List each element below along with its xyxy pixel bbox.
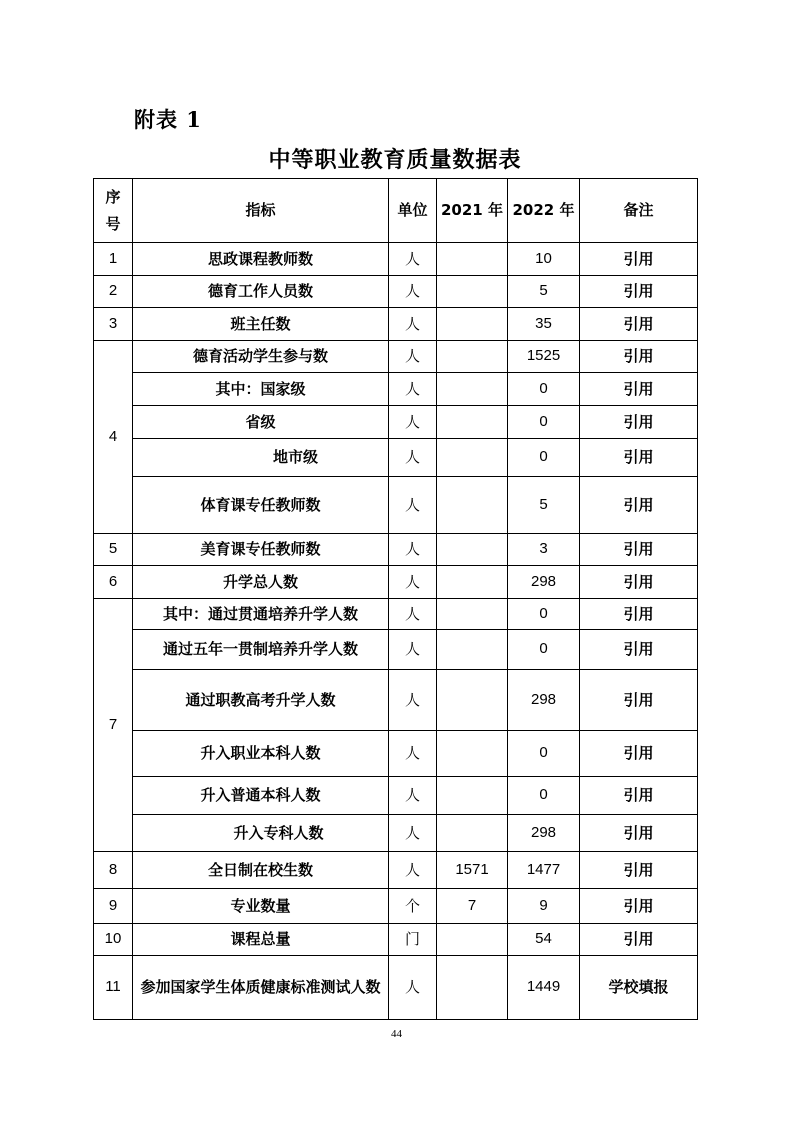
- seq-cell: 7: [94, 599, 133, 852]
- value-2021-cell: [437, 924, 508, 956]
- value-2021-cell: [437, 534, 508, 566]
- table-header-row: [94, 179, 698, 243]
- remark-cell: 引用: [580, 308, 698, 341]
- header-2022: 2022 年: [508, 179, 580, 243]
- value-2021-cell: 1571: [437, 852, 508, 889]
- unit-cell: 人: [389, 852, 437, 889]
- remark-cell: 引用: [580, 815, 698, 852]
- table-row: [94, 566, 698, 599]
- remark-cell: 引用: [580, 630, 698, 670]
- unit-cell: 人: [389, 731, 437, 777]
- indicator-cell: 参加国家学生体质健康标准测试人数: [133, 956, 389, 1020]
- header-remark: 备注: [580, 179, 698, 243]
- indicator-cell: 地市级: [133, 439, 389, 477]
- value-2021-cell: [437, 956, 508, 1020]
- indicator-cell: 升入职业本科人数: [133, 731, 389, 777]
- unit-cell: 人: [389, 534, 437, 566]
- table-row: [94, 341, 698, 373]
- seq-cell: 3: [94, 308, 133, 341]
- unit-cell: 人: [389, 308, 437, 341]
- value-2021-cell: [437, 670, 508, 731]
- indicator-cell: 班主任数: [133, 308, 389, 341]
- indicator-cell: 通过职教高考升学人数: [133, 670, 389, 731]
- indicator-cell: 升学总人数: [133, 566, 389, 599]
- remark-cell: 引用: [580, 889, 698, 924]
- unit-cell: 人: [389, 276, 437, 308]
- table-row: [94, 308, 698, 341]
- value-2022-cell: 10: [508, 243, 580, 276]
- indicator-cell: 通过五年一贯制培养升学人数: [133, 630, 389, 670]
- table-row: [94, 477, 698, 534]
- unit-cell: 人: [389, 439, 437, 477]
- table-row: [94, 956, 698, 1020]
- table-row: [94, 670, 698, 731]
- value-2021-cell: [437, 477, 508, 534]
- value-2022-cell: 3: [508, 534, 580, 566]
- seq-cell: 1: [94, 243, 133, 276]
- table-row: [94, 815, 698, 852]
- seq-cell: 2: [94, 276, 133, 308]
- unit-cell: 人: [389, 243, 437, 276]
- remark-cell: 引用: [580, 534, 698, 566]
- indicator-cell: 升入普通本科人数: [133, 777, 389, 815]
- indicator-cell: 升入专科人数: [133, 815, 389, 852]
- value-2021-cell: [437, 308, 508, 341]
- value-2022-cell: 5: [508, 477, 580, 534]
- value-2021-cell: [437, 777, 508, 815]
- header-unit: 单位: [389, 179, 437, 243]
- table-row: [94, 924, 698, 956]
- remark-cell: 引用: [580, 439, 698, 477]
- value-2021-cell: [437, 566, 508, 599]
- remark-cell: 引用: [580, 566, 698, 599]
- unit-cell: 人: [389, 341, 437, 373]
- value-2021-cell: [437, 341, 508, 373]
- remark-cell: 引用: [580, 341, 698, 373]
- seq-cell: 9: [94, 889, 133, 924]
- table-row: [94, 889, 698, 924]
- table-row: [94, 406, 698, 439]
- unit-cell: 人: [389, 815, 437, 852]
- value-2022-cell: 298: [508, 566, 580, 599]
- indicator-cell: 其中：通过贯通培养升学人数: [133, 599, 389, 630]
- remark-cell: 引用: [580, 406, 698, 439]
- value-2022-cell: 1477: [508, 852, 580, 889]
- indicator-cell: 德育活动学生参与数: [133, 341, 389, 373]
- seq-cell: 10: [94, 924, 133, 956]
- value-2021-cell: [437, 276, 508, 308]
- value-2021-cell: [437, 815, 508, 852]
- indicator-cell: 体育课专任教师数: [133, 477, 389, 534]
- table-row: [94, 276, 698, 308]
- indicator-cell: 全日制在校生数: [133, 852, 389, 889]
- value-2022-cell: 0: [508, 630, 580, 670]
- value-2021-cell: [437, 439, 508, 477]
- remark-cell: 引用: [580, 924, 698, 956]
- remark-cell: 引用: [580, 477, 698, 534]
- seq-cell: 6: [94, 566, 133, 599]
- table-row: [94, 731, 698, 777]
- appendix-label: 附表 1: [134, 107, 202, 132]
- unit-cell: 人: [389, 670, 437, 731]
- table-row: [94, 243, 698, 276]
- indicator-cell: 省级: [133, 406, 389, 439]
- remark-cell: 引用: [580, 243, 698, 276]
- table-row: [94, 534, 698, 566]
- value-2022-cell: 1525: [508, 341, 580, 373]
- remark-cell: 引用: [580, 599, 698, 630]
- unit-cell: 人: [389, 630, 437, 670]
- value-2022-cell: 298: [508, 815, 580, 852]
- table-row: [94, 777, 698, 815]
- value-2022-cell: 5: [508, 276, 580, 308]
- table-row: [94, 630, 698, 670]
- unit-cell: 人: [389, 777, 437, 815]
- header-2021: 2021 年: [437, 179, 508, 243]
- value-2022-cell: 0: [508, 439, 580, 477]
- value-2021-cell: [437, 599, 508, 630]
- indicator-cell: 思政课程教师数: [133, 243, 389, 276]
- remark-cell: 引用: [580, 276, 698, 308]
- indicator-cell: 德育工作人员数: [133, 276, 389, 308]
- value-2021-cell: [437, 373, 508, 406]
- header-seq: 序 号: [94, 179, 133, 243]
- value-2022-cell: 35: [508, 308, 580, 341]
- unit-cell: 人: [389, 406, 437, 439]
- value-2022-cell: 1449: [508, 956, 580, 1020]
- remark-cell: 引用: [580, 852, 698, 889]
- value-2021-cell: [437, 406, 508, 439]
- table-row: [94, 852, 698, 889]
- value-2021-cell: [437, 630, 508, 670]
- remark-cell: 引用: [580, 373, 698, 406]
- quality-data-table: [93, 178, 698, 1020]
- indicator-cell: 专业数量: [133, 889, 389, 924]
- value-2022-cell: 298: [508, 670, 580, 731]
- unit-cell: 人: [389, 566, 437, 599]
- unit-cell: 人: [389, 599, 437, 630]
- unit-cell: 门: [389, 924, 437, 956]
- indicator-cell: 美育课专任教师数: [133, 534, 389, 566]
- seq-cell: 5: [94, 534, 133, 566]
- indicator-cell: 其中：国家级: [133, 373, 389, 406]
- value-2022-cell: 9: [508, 889, 580, 924]
- table-row: [94, 599, 698, 630]
- value-2022-cell: 0: [508, 406, 580, 439]
- value-2021-cell: 7: [437, 889, 508, 924]
- table-row: [94, 373, 698, 406]
- value-2021-cell: [437, 731, 508, 777]
- table-row: [94, 439, 698, 477]
- indicator-cell: 课程总量: [133, 924, 389, 956]
- unit-cell: 人: [389, 373, 437, 406]
- unit-cell: 个: [389, 889, 437, 924]
- remark-cell: 引用: [580, 777, 698, 815]
- value-2021-cell: [437, 243, 508, 276]
- header-indicator: 指标: [133, 179, 389, 243]
- seq-cell: 8: [94, 852, 133, 889]
- value-2022-cell: 0: [508, 777, 580, 815]
- value-2022-cell: 0: [508, 373, 580, 406]
- value-2022-cell: 54: [508, 924, 580, 956]
- seq-cell: 11: [94, 956, 133, 1020]
- remark-cell: 学校填报: [580, 956, 698, 1020]
- remark-cell: 引用: [580, 670, 698, 731]
- page-number: 44: [391, 1028, 402, 1040]
- value-2022-cell: 0: [508, 599, 580, 630]
- value-2022-cell: 0: [508, 731, 580, 777]
- unit-cell: 人: [389, 477, 437, 534]
- table-title: 中等职业教育质量数据表: [268, 147, 522, 173]
- unit-cell: 人: [389, 956, 437, 1020]
- seq-cell: 4: [94, 341, 133, 534]
- remark-cell: 引用: [580, 731, 698, 777]
